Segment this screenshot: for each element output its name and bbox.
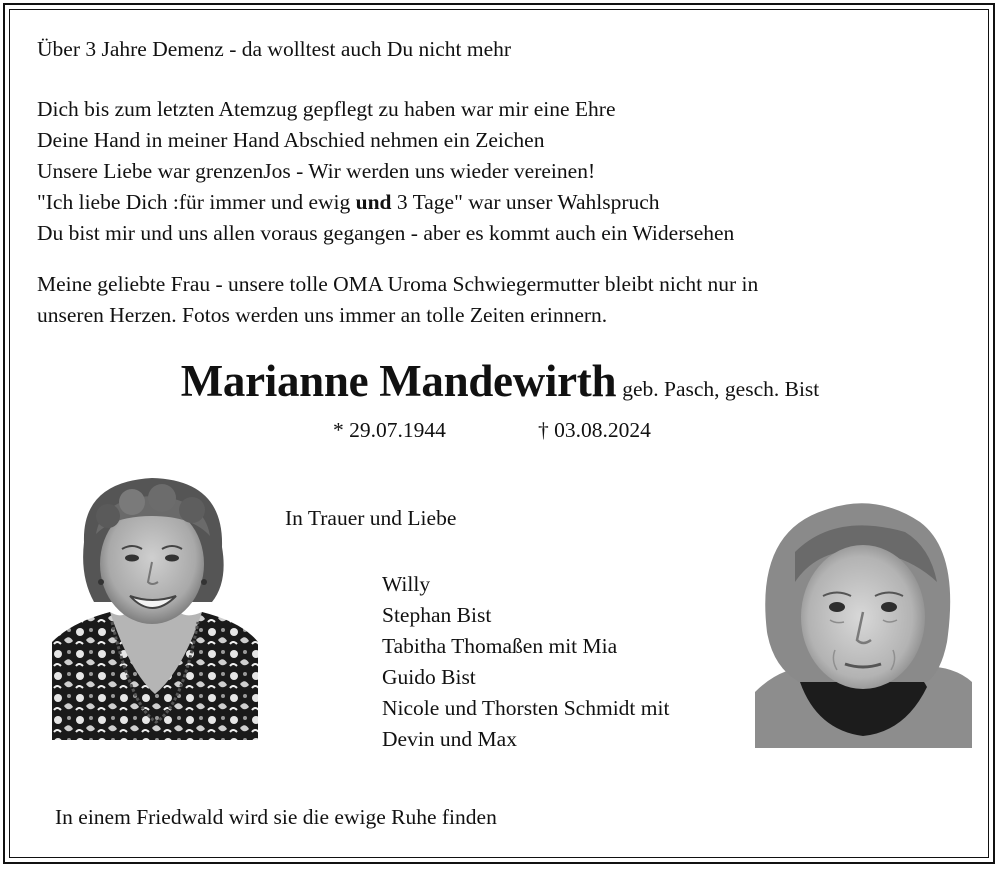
- deceased-name-line: [0, 355, 1000, 407]
- mourner-name: Guido Bist: [382, 665, 476, 689]
- poem-line-4-start: "Ich liebe Dich :für immer und ewig: [37, 190, 356, 214]
- mourner-name: Devin und Max: [382, 727, 517, 751]
- mourner-name: Stephan Bist: [382, 603, 492, 627]
- poem-line-4: [37, 187, 734, 218]
- mourner-name: Willy: [382, 572, 431, 596]
- poem-line-5: Du bist mir und uns allen voraus gegangen - aber es kommt auch ein Widersehen: [37, 221, 735, 245]
- birth-date: * 29.07.1944: [333, 418, 446, 442]
- dedication-line-2: unseren Herzen. Fotos werden uns immer an tolle Zeiten erinnern.: [37, 303, 608, 327]
- poem-line-4-end: 3 Tage" war unser Wahlspruch: [391, 190, 660, 214]
- poem-line-2: Deine Hand in meiner Hand Abschied nehmen ein Zeichen: [37, 128, 545, 152]
- deceased-name: Marianne Mandewirth: [180, 356, 617, 406]
- mourners-list: [382, 569, 669, 755]
- mourner-name: Nicole und Thorsten Schmidt mit: [382, 696, 670, 720]
- dedication-block: [37, 269, 758, 331]
- poem-line-1: Dich bis zum letzten Atemzug gepflegt zu haben war mir eine Ehre: [37, 97, 616, 121]
- poem-block: [37, 94, 734, 249]
- death-date: † 03.08.2024: [538, 418, 651, 442]
- birth-name: geb. Pasch, gesch. Bist: [622, 377, 820, 401]
- intro-line: Über 3 Jahre Demenz - da wolltest auch Du nicht mehr: [37, 37, 512, 61]
- mourning-phrase: In Trauer und Liebe: [285, 506, 457, 530]
- dedication-line-1: Meine geliebte Frau - unsere tolle OMA Uroma Schwiegermutter bleibt nicht nur in: [37, 272, 759, 296]
- portrait-photo-left: [52, 472, 258, 740]
- poem-line-4-bold: und: [355, 190, 392, 214]
- closing-line: In einem Friedwald wird sie die ewige Ruhe finden: [55, 805, 497, 829]
- mourner-name: Tabitha Thomaßen mit Mia: [382, 634, 618, 658]
- poem-line-3: Unsere Liebe war grenzenJos - Wir werden uns wieder vereinen!: [37, 159, 596, 183]
- portrait-photo-right: [755, 492, 972, 748]
